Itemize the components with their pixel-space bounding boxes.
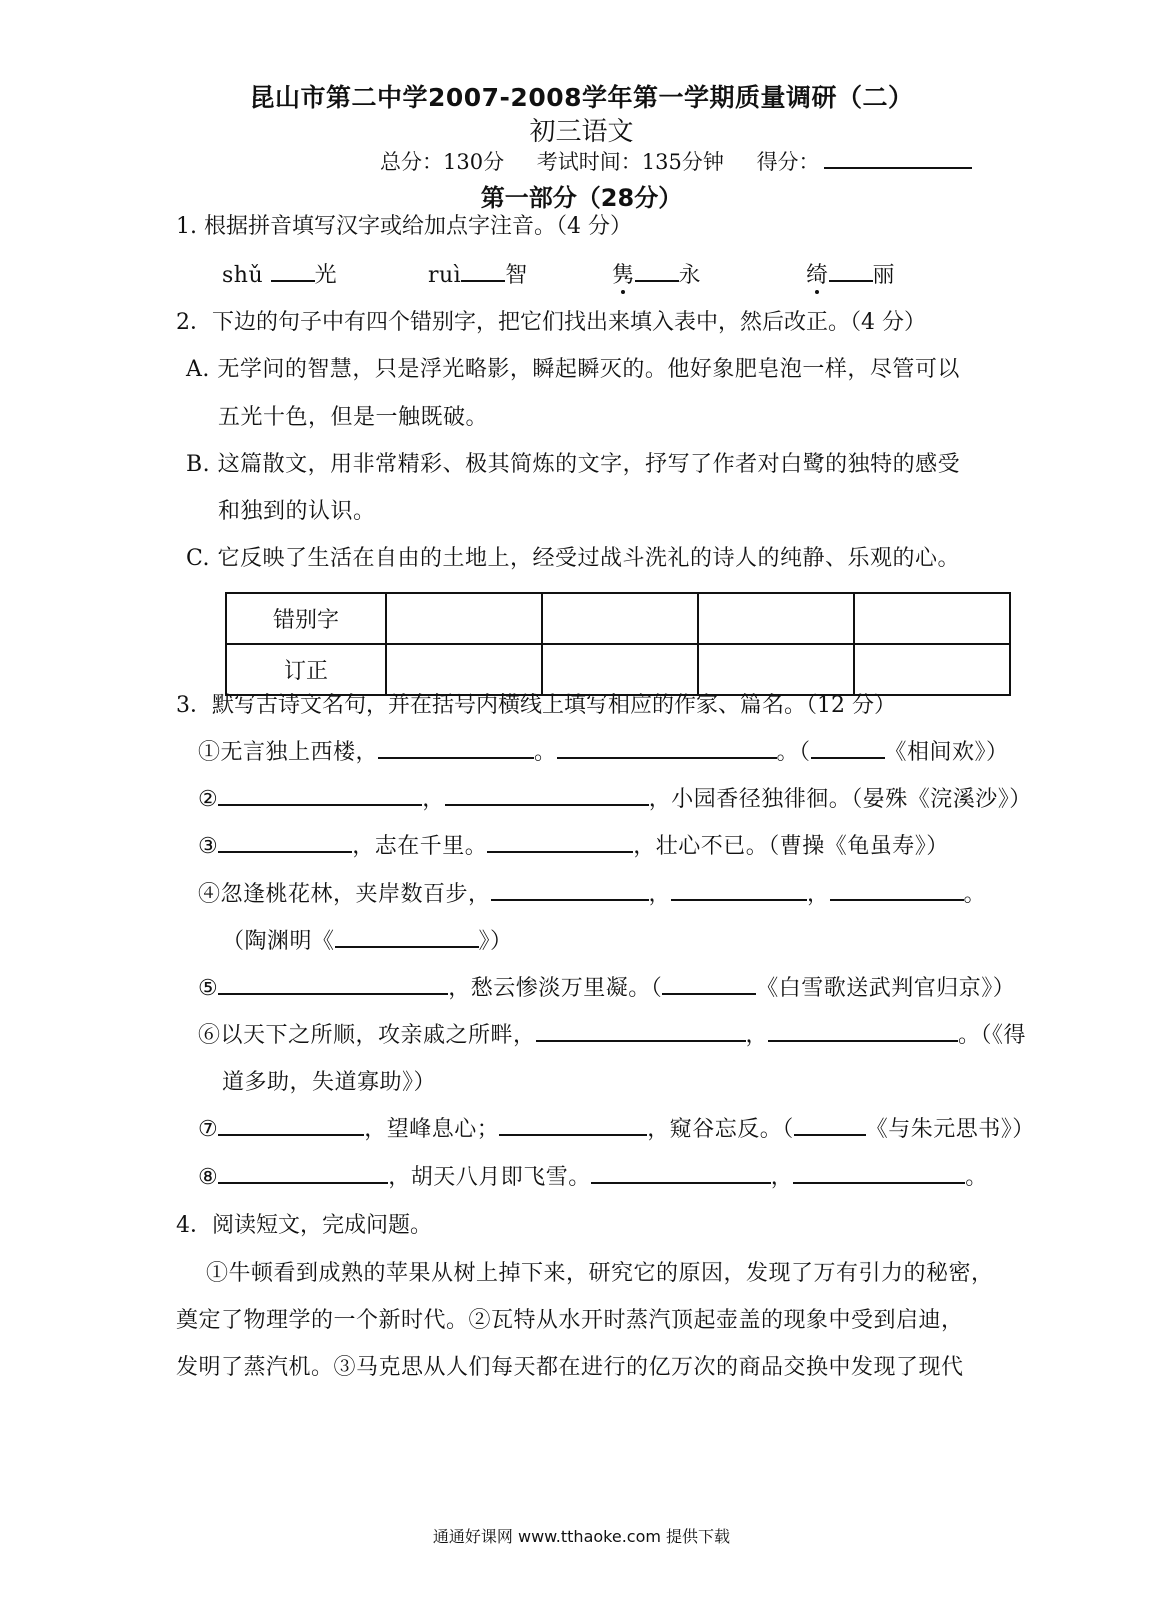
q3-line-8: ⑧ ，胡天八月即飞雪。 ， 。 [198, 1165, 988, 1190]
question-4: 4．阅读短文，完成问题。 [176, 1213, 432, 1238]
answer-blank[interactable] [461, 280, 505, 282]
section-title: 第一部分（28分） [480, 184, 683, 212]
answer-blank[interactable] [811, 757, 885, 759]
q2-sentence-b-cont: 和独到的认识。 [218, 499, 376, 524]
table-header-correct: 订正 [226, 644, 386, 695]
answer-blank[interactable] [445, 804, 649, 806]
page-footer: 通通好课网 www.tthaoke.com 提供下载 [432, 1527, 731, 1546]
answer-blank[interactable] [662, 993, 756, 995]
q3-line-6: ⑥以天下之所顺，攻亲戚之所畔， ， 。（《得 [198, 1023, 1027, 1048]
q3-line-4-cont: （陶渊明《 》） [222, 929, 513, 954]
answer-blank[interactable] [830, 899, 964, 901]
table-cell[interactable] [542, 593, 698, 644]
exam-title: 昆山市第二中学2007-2008学年第一学期质量调研（二） [249, 83, 914, 112]
exam-time: 考试时间：135分钟 [536, 150, 724, 174]
table-cell[interactable] [854, 593, 1010, 644]
q4-paragraph-line-2: 奠定了物理学的一个新时代。②瓦特从水开时蒸汽顶起壶盖的现象中受到启迪， [176, 1308, 964, 1333]
q3-line-5: ⑤ ，愁云惨淡万里凝。（ 《白雪歌送武判官归京》） [198, 976, 1016, 1001]
q3-line-4: ④忽逢桃花林，夹岸数百步， ， ， 。 [198, 882, 987, 907]
correction-table [225, 592, 1011, 696]
total-score: 总分：130分 [380, 150, 505, 174]
question-2: 2．下边的句子中有四个错别字，把它们找出来填入表中，然后改正。（4 分） [176, 310, 926, 335]
q3-line-6-cont: 道多助，失道寡助》） [222, 1070, 437, 1095]
answer-blank[interactable] [218, 1134, 364, 1136]
answer-blank[interactable] [829, 280, 873, 282]
answer-blank[interactable] [487, 851, 633, 853]
q1-item-3: 隽 永 [612, 263, 702, 288]
answer-blank[interactable] [218, 804, 422, 806]
answer-blank[interactable] [218, 851, 352, 853]
q3-line-3: ③ ，志在千里。 ，壮心不已。（曹操《龟虽寿》） [198, 834, 949, 859]
answer-blank[interactable] [218, 993, 448, 995]
exam-meta [380, 146, 998, 176]
answer-blank[interactable] [793, 1182, 965, 1184]
answer-blank[interactable] [536, 1040, 746, 1042]
answer-blank[interactable] [218, 1182, 388, 1184]
answer-blank[interactable] [491, 899, 649, 901]
answer-blank[interactable] [271, 280, 315, 282]
q2-sentence-c: C. 它反映了生活在自由的土地上，经受过战斗洗礼的诗人的纯静、乐观的心。 [186, 546, 961, 571]
score-label: 得分： [756, 150, 820, 174]
q1-item-4: 绮 丽 [806, 263, 896, 288]
q4-paragraph-line-1: ①牛顿看到成熟的苹果从树上掉下来，研究它的原因，发现了万有引力的秘密， [206, 1261, 994, 1286]
answer-blank[interactable] [768, 1040, 958, 1042]
question-3: 3．默写古诗文名句，并在括号内横线上填写相应的作家、篇名。（12 分） [176, 693, 896, 718]
q3-line-2: ② ， ，小园香径独徘徊。（晏殊《浣溪沙》） [198, 787, 1032, 812]
q3-line-1: ①无言独上西楼， 。 。（ 《相间欢》） [198, 740, 1009, 765]
q2-sentence-a: A. 无学问的智慧，只是浮光略影，瞬起瞬灭的。他好象肥皂泡一样，尽管可以 [186, 357, 960, 382]
q1-item-2: ruì 智 [428, 263, 528, 288]
table-cell[interactable] [698, 593, 854, 644]
table-header-wrong: 错别字 [226, 593, 386, 644]
answer-blank[interactable] [671, 899, 807, 901]
q2-sentence-a-cont: 五光十色，但是一触既破。 [218, 405, 489, 430]
exam-subject: 初三语文 [529, 117, 634, 147]
q3-line-7: ⑦ ，望峰息心； ，窥谷忘反。（ 《与朱元思书》） [198, 1117, 1035, 1142]
q2-sentence-b: B. 这篇散文，用非常精彩、极其简炼的文字，抒写了作者对白鹭的独特的感受 [186, 452, 961, 477]
answer-blank[interactable] [591, 1182, 771, 1184]
answer-blank[interactable] [499, 1134, 647, 1136]
question-1: 1. 根据拼音填写汉字或给加点字注音。（4 分） [176, 214, 632, 239]
score-blank[interactable] [824, 167, 972, 169]
q4-paragraph-line-3: 发明了蒸汽机。③马克思从人们每天都在进行的亿万次的商品交换中发现了现代 [176, 1355, 964, 1380]
answer-blank[interactable] [635, 280, 679, 282]
answer-blank[interactable] [378, 757, 534, 759]
table-cell[interactable] [386, 593, 542, 644]
q1-item-1: shǔ 光 [222, 263, 338, 288]
answer-blank[interactable] [557, 757, 777, 759]
answer-blank[interactable] [794, 1134, 866, 1136]
answer-blank[interactable] [335, 946, 479, 948]
